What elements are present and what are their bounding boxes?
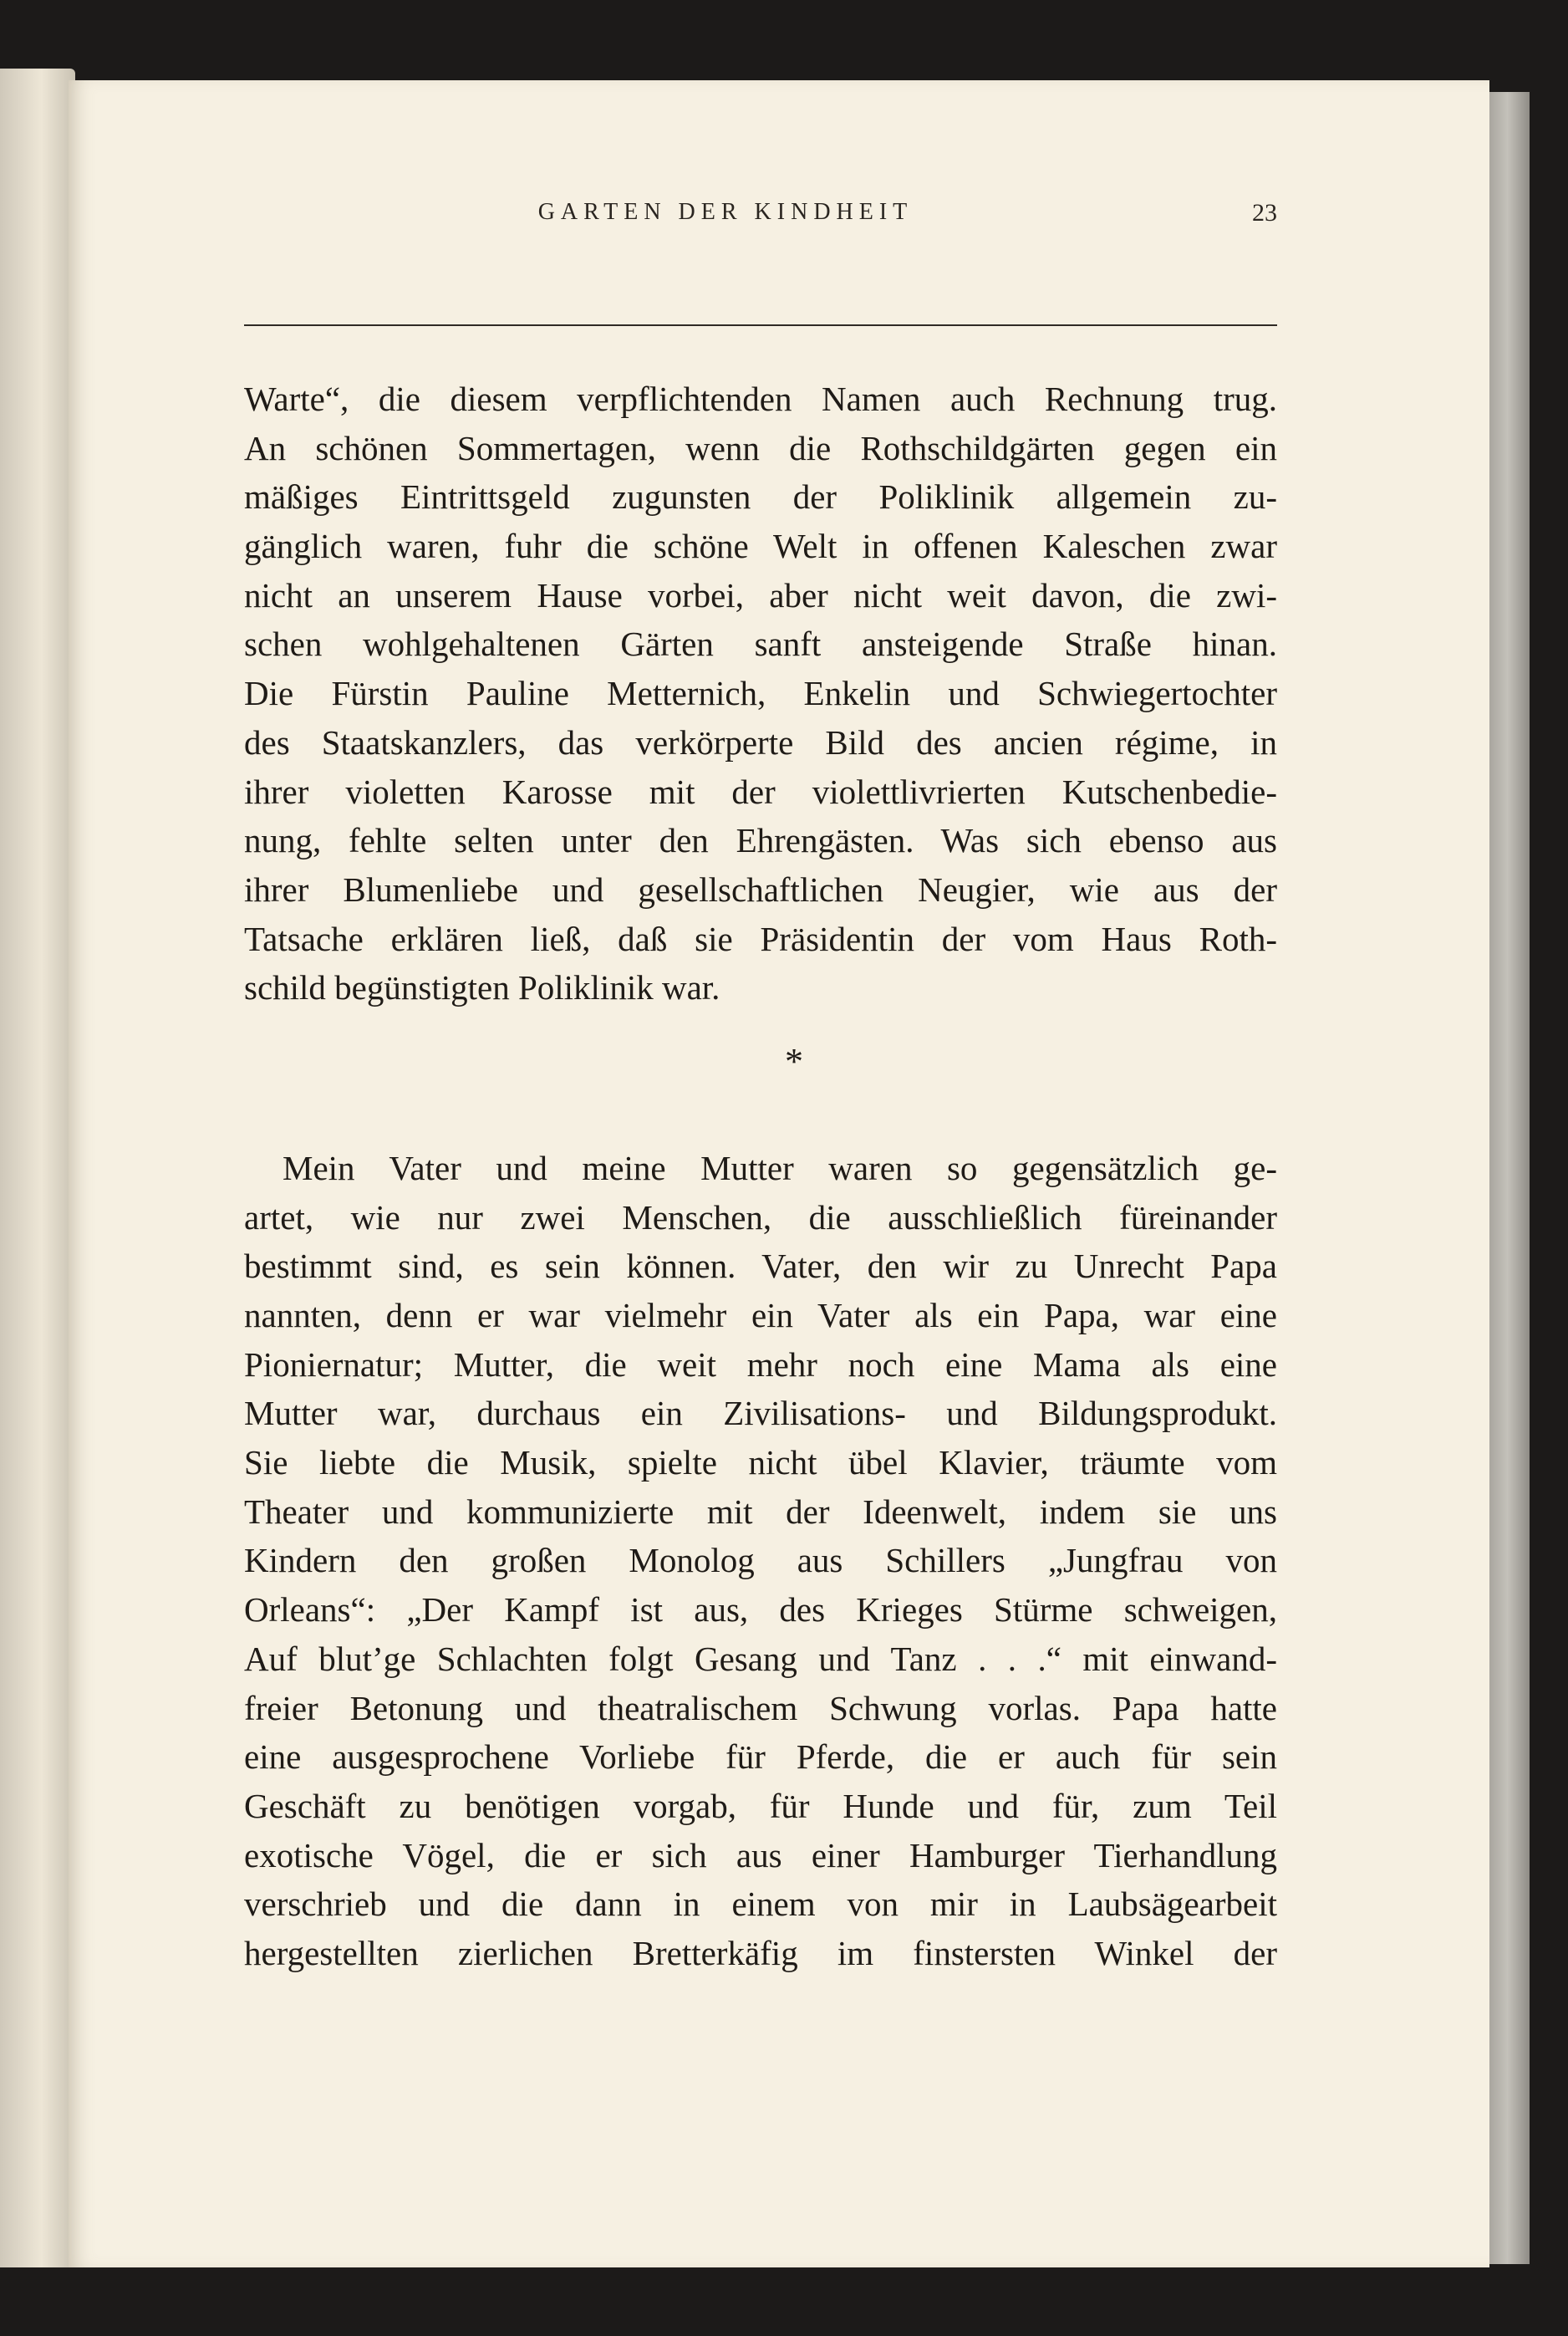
facing-page-edge xyxy=(0,69,75,2267)
text-line: Warte“, die diesem verpflichtenden Namen auch Rechnung trug. xyxy=(244,380,1277,418)
text-line: artet, wie nur zwei Menschen, die ausschließlich füreinander xyxy=(244,1197,1277,1237)
paragraph-1 xyxy=(244,375,1277,1012)
text-line: nung, fehlte selten unter den Ehrengästen. Was sich ebenso aus xyxy=(244,821,1277,860)
text-line: Tatsache erklären ließ, daß sie Präsidentin der vom Haus Roth- xyxy=(244,919,1277,958)
text-line: An schönen Sommertagen, wenn die Rothschildgärten gegen ein xyxy=(244,428,1277,467)
text-line: des Staatskanzlers, das verkörperte Bild des ancien régime, in xyxy=(244,722,1277,762)
text-line: Kindern den großen Monolog aus Schillers „Jungfrau von xyxy=(244,1541,1277,1580)
page-number: 23 xyxy=(1252,199,1277,227)
text-line: Pioniernatur; Mutter, die weit mehr noch eine Mama als eine xyxy=(244,1344,1277,1384)
text-line: exotische Vögel, die er sich aus einer Hamburger Tierhandlung xyxy=(244,1835,1277,1874)
header-rule xyxy=(244,324,1277,326)
text-line: Theater und kommunizierte mit der Ideenwelt, indem sie uns xyxy=(244,1492,1277,1531)
text-line: nicht an unserem Hause vorbei, aber nicht weit davon, die zwi- xyxy=(244,575,1277,615)
text-line: Die Fürstin Pauline Metternich, Enkelin und Schwiegertochter xyxy=(244,674,1277,713)
section-separator: * xyxy=(785,1040,803,1082)
text-line: ihrer violetten Karosse mit der violettlivrierten Kutschenbedie- xyxy=(244,772,1277,811)
text-line: mäßiges Eintrittsgeld zugunsten der Poliklinik allgemein zu- xyxy=(244,477,1277,517)
text-line: Geschäft zu benötigen vorgab, für Hunde und für, zum Teil xyxy=(244,1786,1277,1825)
text-line: Mutter war, durchaus ein Zivilisations- und Bildungsprodukt. xyxy=(244,1394,1277,1433)
text-line: Auf blut’ge Schlachten folgt Gesang und Tanz . . .“ mit einwand- xyxy=(244,1639,1277,1678)
running-head xyxy=(174,199,1277,232)
text-line: Sie liebte die Musik, spielte nicht übel Klavier, träumte vom xyxy=(244,1443,1277,1482)
text-line: schen wohlgehaltenen Gärten sanft ansteigende Straße hinan. xyxy=(244,625,1277,664)
text-line: hergestellten zierlichen Bretterkäfig im finstersten Winkel der xyxy=(244,1933,1277,1972)
text-line: bestimmt sind, es sein können. Vater, den wir zu Unrecht Papa xyxy=(244,1247,1277,1286)
text-line: freier Betonung und theatralischem Schwung vorlas. Papa hatte xyxy=(244,1688,1277,1727)
text-line: schild begünstigten Poliklinik war. xyxy=(244,968,720,1007)
book-cover-edge xyxy=(1489,92,1530,2264)
text-line: gänglich waren, fuhr die schöne Welt in offenen Kaleschen zwar xyxy=(244,527,1277,566)
text-line: ihrer Blumenliebe und gesellschaftlichen Neugier, wie aus der xyxy=(244,870,1277,909)
running-title: GARTEN DER KINDHEIT xyxy=(537,199,914,225)
text-line: verschrieb und die dann in einem von mir in Laubsägearbeit xyxy=(244,1885,1277,1924)
body-text xyxy=(244,375,1277,1978)
text-line: Mein Vater und meine Mutter waren so gegensätzlich ge- xyxy=(283,1148,1277,1187)
section-spacer xyxy=(244,1110,1277,1144)
text-line: eine ausgesprochene Vorliebe für Pferde, die er auch für sein xyxy=(244,1737,1277,1777)
text-line: Orleans“: „Der Kampf ist aus, des Krieges Stürme schweigen, xyxy=(244,1590,1277,1630)
paragraph-2 xyxy=(244,1144,1277,1978)
text-line: nannten, denn er war vielmehr ein Vater als ein Papa, war eine xyxy=(244,1296,1277,1334)
